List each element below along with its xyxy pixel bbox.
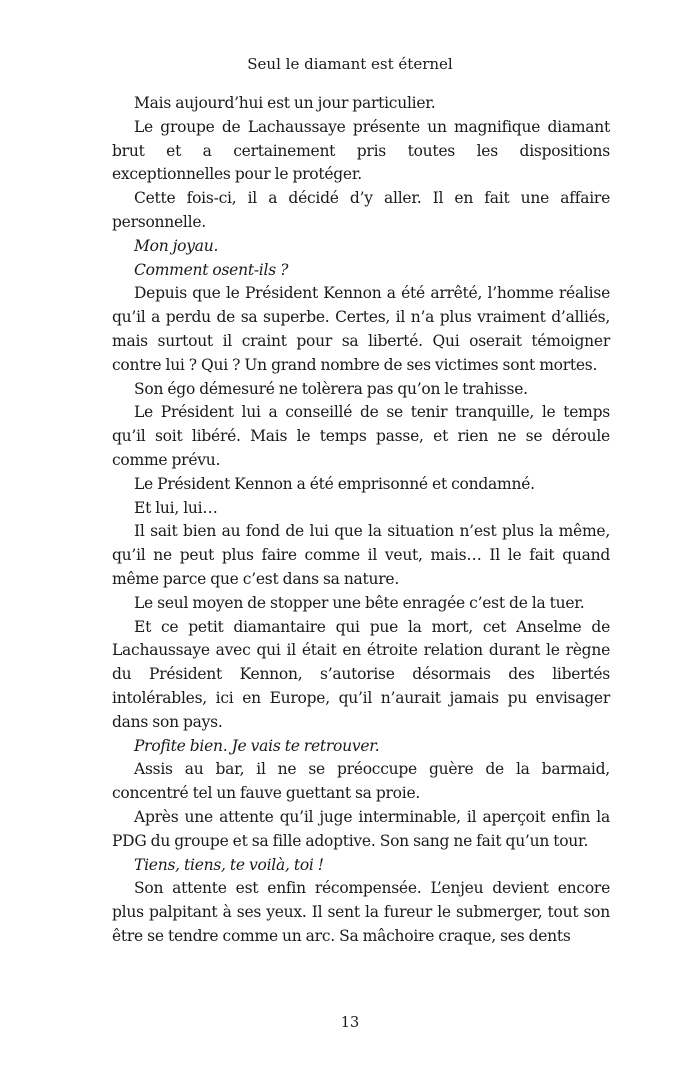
body-text [112, 92, 610, 949]
paragraph: Cette fois-ci, il a décidé d’y aller. Il en fait une affaire personnelle. [112, 189, 610, 231]
running-header: Seul le diamant est éternel [247, 55, 453, 73]
paragraph: Mais aujourd’hui est un jour particulier. [134, 94, 436, 112]
paragraph-italic: Tiens, tiens, te voilà, toi ! [134, 855, 324, 874]
paragraph: Et ce petit diamantaire qui pue la mort, cet Anselme de Lachaussaye avec qui il était en étroite relation durant le règne du Président Kennon, s’autorise désormais des libertés intolérables, ici en Europe, qu’il n’aurait jamais pu envisager dans son pays. [112, 617, 610, 731]
paragraph: Le Président lui a conseillé de se tenir tranquille, le temps qu’il soit libéré. Mais le temps passe, et rien ne se déroule comme prévu. [112, 403, 610, 469]
paragraph: Et lui, lui… [134, 498, 218, 517]
paragraph: Il sait bien au fond de lui que la situation n’est plus la même, qu’il ne peut plus faire comme il veut, mais… Il le fait quand même parce que c’est dans sa nature. [112, 522, 610, 588]
paragraph-italic: Mon joyau. [134, 236, 219, 255]
paragraph: Le Président Kennon a été emprisonné et condamné. [134, 474, 535, 493]
paragraph: Assis au bar, il ne se préoccupe guère de la barmaid, concentré tel un fauve guettant sa proie. [112, 760, 610, 803]
paragraph-italic: Comment osent-ils ? [134, 260, 289, 279]
paragraph: Son attente est enfin récompensée. L’enjeu devient encore plus palpitant à ses yeux. Il sent la fureur le submerger, tout son être se tendre comme un arc. Sa mâchoire craque, ses dents [112, 879, 610, 945]
paragraph: Après une attente qu’il juge interminable, il aperçoit enfin la PDG du groupe et sa fille adoptive. Son sang ne fait qu’un tour. [112, 807, 610, 850]
paragraph-italic: Profite bien. Je vais te retrouver. [134, 736, 380, 755]
paragraph: Son égo démesuré ne tolèrera pas qu’on le trahisse. [134, 379, 528, 398]
paragraph: Le seul moyen de stopper une bête enragée c’est de la tuer. [134, 593, 585, 612]
page-number: 13 [340, 1015, 360, 1031]
paragraph: Depuis que le Président Kennon a été arrêté, l’homme réalise qu’il a perdu de sa superbe. Certes, il n’a plus vraiment d’alliés, mais surtout il craint pour sa liberté. Qui oserait témoigner contre lui ? Qui ? Un grand nombre de ses victimes sont mortes. [112, 284, 610, 374]
paragraph: Le groupe de Lachaussaye présente un magnifique diamant brut et a certainement pris toutes les dispositions exceptionnelles pour le protéger. [112, 117, 610, 184]
